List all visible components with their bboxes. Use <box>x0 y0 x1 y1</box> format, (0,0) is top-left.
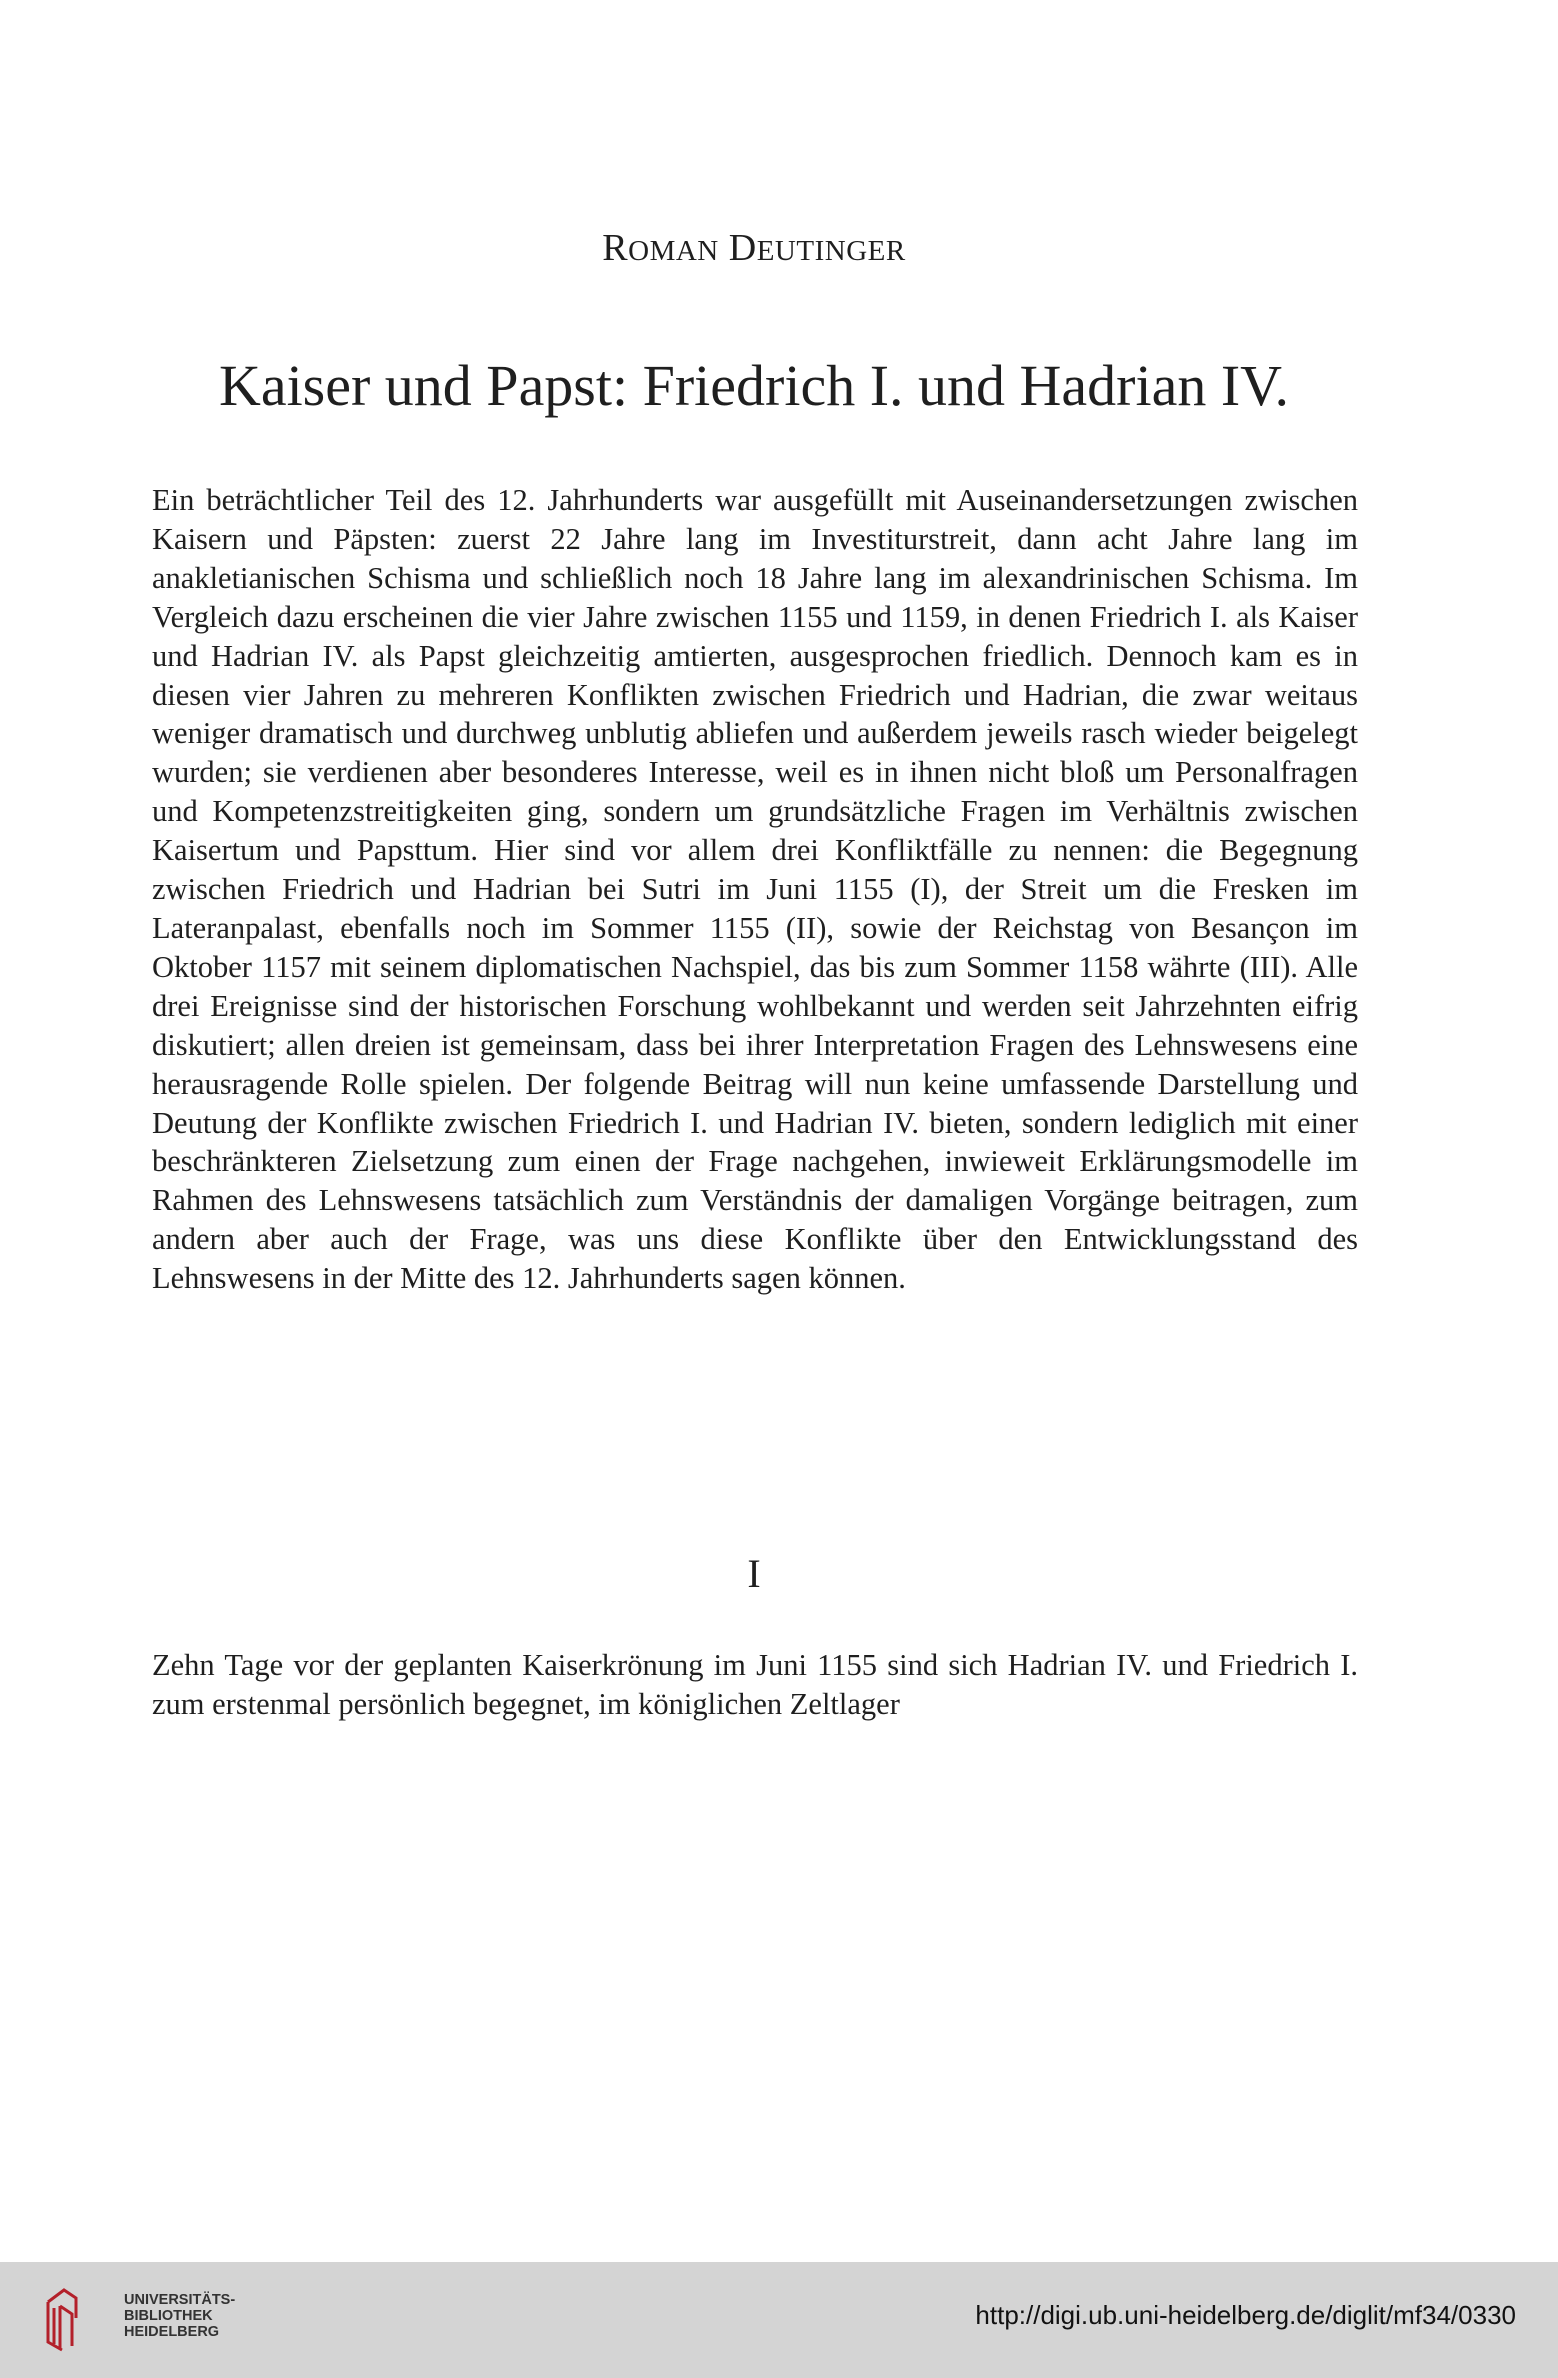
source-url-link[interactable]: http://digi.ub.uni-heidelberg.de/diglit/mf34/0330 <box>975 2300 1516 2330</box>
footer-bar <box>0 2262 1558 2378</box>
university-library-logo-icon <box>42 2284 82 2354</box>
body-paragraph-1: Ein beträchtlicher Teil des 12. Jahrhunderts war ausgefüllt mit Auseinandersetzungen zwischen Kaisern und Päpsten: zuerst 22 Jahre lang im Investiturstreit, dann acht Jahre lang im anakletianischen Schisma und schließlich noch 18 Jahre lang im alexandrinischen Schisma. Im Vergleich dazu erscheinen die vier Jahre zwischen 1155 und 1159, in denen Friedrich I. als Kaiser und Hadrian IV. als Papst gleichzeitig amtierten, ausgesprochen friedlich. Dennoch kam es in diesen vier Jahren zu mehreren Konflikten zwischen Friedrich und Hadrian, die zwar weitaus weniger dramatisch und durchweg unblutig abliefen und außerdem jeweils rasch wieder beigelegt wurden; sie verdienen aber besonderes Interesse, weil es in ihnen nicht bloß um Personalfragen und Kompetenzstreitigkeiten ging, sondern um grundsätzliche Fragen im Verhältnis zwischen Kaisertum und Papsttum. Hier sind vor allem drei Konfliktfälle zu nennen: die Begegnung zwischen Friedrich und Hadrian bei Sutri im Juni 1155 (I), der Streit um die Fresken im Lateranpalast, ebenfalls noch im Sommer 1155 (II), sowie der Reichstag von Besançon im Oktober 1157 mit seinem diplomatischen Nachspiel, das bis zum Sommer 1158 währte (III). Alle drei Ereignisse sind der historischen Forschung wohlbekannt und werden seit Jahrzehnten eifrig diskutiert; allen dreien ist gemeinsam, dass bei ihrer Interpretation Fragen des Lehnswesens eine herausragende Rolle spielen. Der folgende Beitrag will nun keine umfassende Darstellung und Deutung der Konflikte zwischen Friedrich I. und Hadrian IV. bieten, sondern lediglich mit einer beschränkteren Zielsetzung zum einen der Frage nachgehen, inwieweit Erklärungsmodelle im Rahmen des Lehnswesens tatsächlich zum Verständnis der damaligen Vorgänge beitragen, zum andern aber auch der Frage, was uns diese Konflikte über den Entwicklungsstand des Lehnswesens in der Mitte des 12. Jahrhunderts sagen können. <box>152 483 1358 1296</box>
article-title: Kaiser und Papst: Friedrich I. und Hadrian IV. <box>218 353 1290 418</box>
author-last-rest: EUTINGER <box>756 235 906 267</box>
body-paragraph-2: Zehn Tage vor der geplanten Kaiserkrönung im Juni 1155 sind sich Hadrian IV. und Friedrich I. zum erstenmal persönlich begegnet, im königlichen Zeltlager <box>152 1648 1358 1721</box>
author-first-rest: OMAN <box>628 235 719 267</box>
author-last-initial: D <box>728 227 757 269</box>
university-library-logo[interactable] <box>36 2282 236 2358</box>
author-first-initial: R <box>602 227 629 269</box>
section-heading-numeral: I <box>747 1551 761 1596</box>
library-name: UNIVERSITÄTS- BIBLIOTHEK HEIDELBERG <box>124 2292 236 2340</box>
author-name <box>0 226 1508 270</box>
